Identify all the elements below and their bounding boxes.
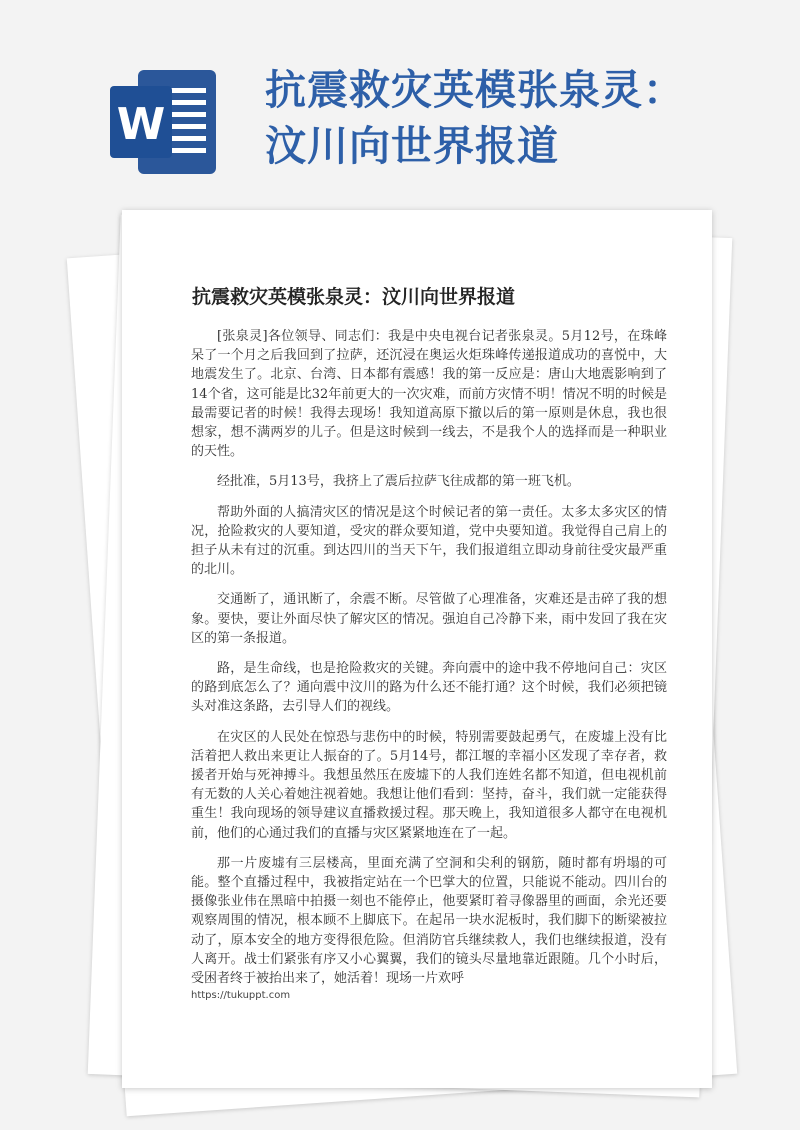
document-page (122, 210, 712, 1088)
document-body (191, 327, 667, 999)
paragraph: 帮助外面的人搞清灾区的情况是这个时候记者的第一责任。太多太多灾区的情况，抢险救灾的人要知道，受灾的群众要知道，党中央要知道。我觉得自己肩上的担子从未有过的沉重。到达四川的当天下午，我们报道组立即动身前往受灾最严重的北川。 (191, 504, 667, 578)
paragraph: 在灾区的人民处在惊恐与悲伤中的时候，特别需要鼓起勇气，在废墟上没有比活着把人救出来更让人振奋的了。5月14号，都江堰的幸福小区发现了幸存者，救援者开始与死神搏斗。我想虽然压在废墟下的人我们连姓名都不知道，但电视机前有无数的人关心着她注视着她。我想让他们看到：坚持，奋斗，我们就一定能获得重生！我向现场的领导建议直播救援过程。那天晚上，我知道很多人都守在电视机前，他们的心通过我们的直播与灾区紧紧地连在了一起。 (191, 729, 667, 841)
paragraph: 路，是生命线，也是抢险救灾的关键。奔向震中的途中我不停地问自己：灾区的路到底怎么了？通向震中汶川的路为什么还不能打通？这个时候，我们必须把镜头对准这条路，去引导人们的视线。 (191, 661, 667, 715)
paragraph: [张泉灵]各位领导、同志们：我是中央电视台记者张泉灵。5月12号，在珠峰呆了一个月之后我回到了拉萨，还沉浸在奥运火炬珠峰传递报道成功的喜悦中，大地震发生了。北京、台湾、日本都有震感！我的第一反应是：唐山大地震影响到了14个省，这可能是比32年前更大的一次灾难，而前方灾情不明！情况不明的时候是最需要记者的时候！我得去现场！我知道高原下撤以后的第一原则是休息，我也很想家，想不满两岁的儿子。但是这时候到一线去，不是我个人的选择而是一种职业的天性。 (191, 329, 667, 460)
paragraph: 那一片废墟有三层楼高，里面充满了空洞和尖利的钢筋，随时都有坍塌的可能。整个直播过程中，我被指定站在一个巴掌大的位置，只能说不能动。四川台的摄像张业伟在黑暗中拍摄一刻也不能停止，他要紧盯着寻像器里的画面，余光还要观察周围的情况，根本顾不上脚底下。在起吊一块水泥板时，我们脚下的断梁被拉动了，原本安全的地方变得很危险。但消防官兵继续救人，我们也继续报道，没有人离开。战士们紧张有序又小心翼翼，我们的镜头尽量地靠近跟随。几个小时后，受困者终于被抬出来了，她活着！现场一片欢呼 (191, 855, 667, 987)
banner-title (265, 62, 785, 174)
banner-title-line2: 汶川向世界报道 (265, 122, 559, 170)
document-title: 抗震救灾英模张泉灵：汶川向世界报道 (192, 286, 516, 308)
word-document-icon (108, 66, 220, 178)
footer-url: https://tukuppt.com (191, 990, 291, 1001)
svg-text:W: W (116, 99, 166, 150)
paragraph: 经批准，5月13号，我挤上了震后拉萨飞往成都的第一班飞机。 (217, 474, 580, 490)
paragraph: 交通断了，通讯断了，余震不断。尽管做了心理准备，灾难还是击碎了我的想象。要快，要让外面尽快了解灾区的情况。强迫自己冷静下来，雨中发回了我在灾区的第一条报道。 (191, 592, 667, 646)
banner-title-line1: 抗震救灾英模张泉灵： (265, 66, 685, 114)
